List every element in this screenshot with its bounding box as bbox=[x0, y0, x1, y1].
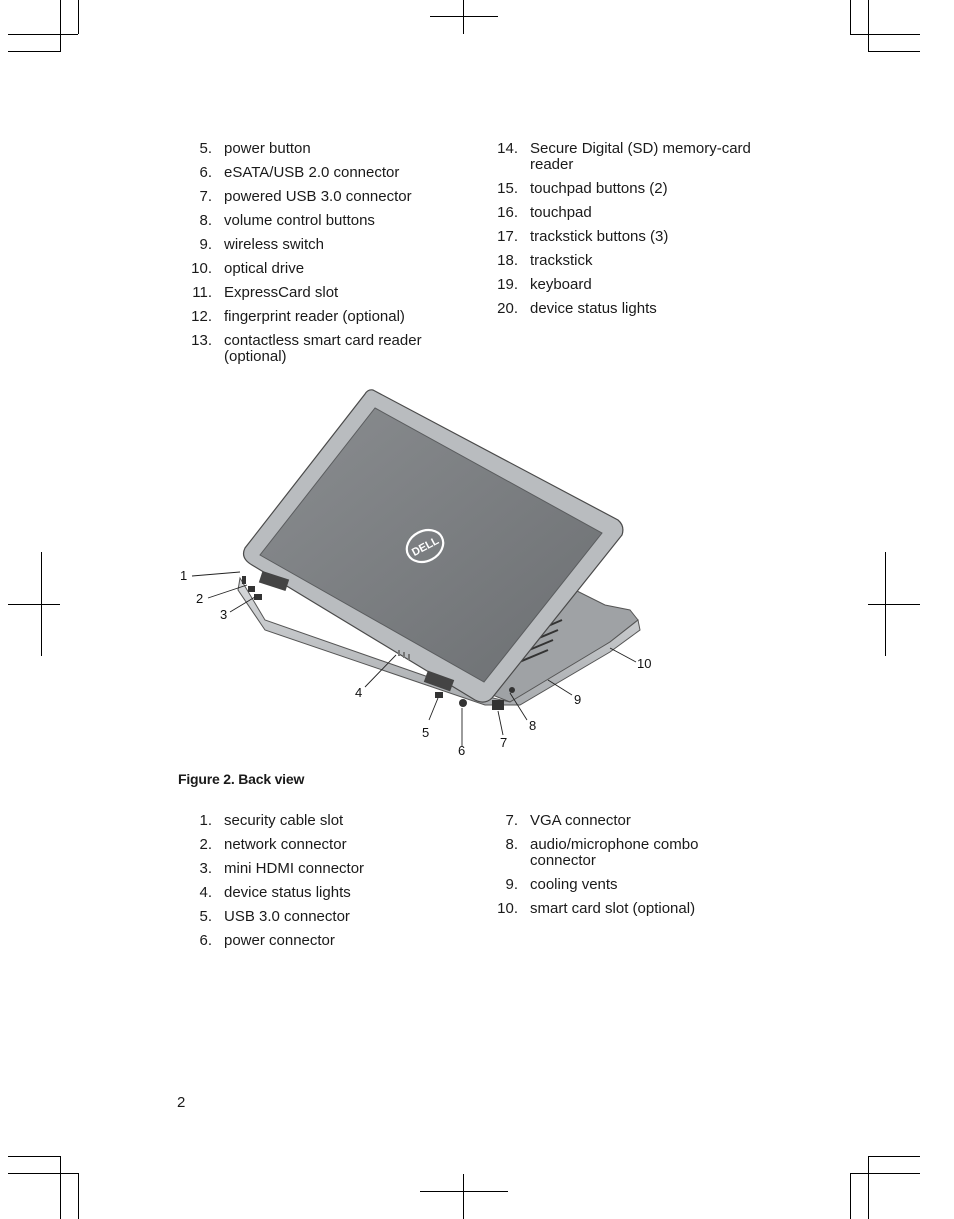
list-item bbox=[486, 837, 766, 869]
list-item-text: fingerprint reader (optional) bbox=[224, 308, 405, 325]
list-item-number: 20. bbox=[497, 300, 518, 317]
list-item bbox=[180, 237, 450, 253]
top-list-left bbox=[180, 141, 450, 373]
list-item-number: 7. bbox=[199, 188, 212, 205]
list-item-number: 17. bbox=[497, 228, 518, 245]
list-item-text: volume control buttons bbox=[224, 212, 375, 229]
list-item-number: 4. bbox=[199, 884, 212, 901]
callout-9: 9 bbox=[574, 692, 582, 707]
svg-text:DELL: DELL bbox=[409, 534, 441, 559]
list-item bbox=[486, 901, 766, 917]
callout-3: 3 bbox=[220, 607, 228, 622]
callout-10: 10 bbox=[637, 656, 652, 671]
list-item-number: 3. bbox=[199, 860, 212, 877]
list-item bbox=[180, 165, 450, 181]
list-item-number: 8. bbox=[199, 212, 212, 229]
list-item-number: 19. bbox=[497, 276, 518, 293]
callout-7: 7 bbox=[500, 735, 508, 750]
list-item-number: 11. bbox=[192, 284, 212, 301]
list-item bbox=[486, 301, 766, 317]
list-item-number: 1. bbox=[199, 812, 212, 829]
list-item bbox=[180, 309, 450, 325]
callout-4: 4 bbox=[355, 685, 363, 700]
bottom-list-right bbox=[486, 813, 766, 925]
list-item-number: 8. bbox=[505, 836, 518, 853]
list-item bbox=[486, 277, 766, 293]
list-item bbox=[180, 141, 450, 157]
list-item bbox=[180, 333, 450, 365]
list-item-number: 5. bbox=[199, 908, 212, 925]
list-item bbox=[180, 909, 450, 925]
list-item-text: power connector bbox=[224, 932, 335, 949]
list-item-text: mini HDMI connector bbox=[224, 860, 365, 877]
list-item-number: 15. bbox=[497, 180, 518, 197]
list-item-text: keyboard bbox=[530, 276, 592, 293]
list-item-number: 18. bbox=[497, 252, 518, 269]
list-item-number: 7. bbox=[505, 812, 518, 829]
callout-1: 1 bbox=[180, 568, 188, 583]
list-item bbox=[486, 229, 766, 245]
list-item bbox=[180, 861, 450, 877]
list-item-number: 9. bbox=[199, 236, 212, 253]
list-item-number: 6. bbox=[199, 164, 212, 181]
list-item-text: wireless switch bbox=[224, 236, 325, 253]
list-item-text: touchpad buttons (2) bbox=[530, 180, 668, 197]
list-item-text: touchpad bbox=[530, 204, 592, 221]
list-item-number: 2. bbox=[199, 836, 212, 853]
page-number: 2 bbox=[177, 1094, 186, 1111]
list-item-text: eSATA/USB 2.0 connector bbox=[224, 164, 400, 181]
list-item bbox=[486, 813, 766, 829]
list-item-text: trackstick buttons (3) bbox=[530, 228, 669, 245]
list-item-text: network connector bbox=[224, 836, 347, 853]
list-item bbox=[486, 141, 766, 173]
callout-6: 6 bbox=[458, 743, 466, 758]
list-item bbox=[180, 285, 450, 301]
list-item bbox=[180, 885, 450, 901]
list-item-number: 16. bbox=[497, 204, 518, 221]
callout-5: 5 bbox=[422, 725, 430, 740]
list-item-text: security cable slot bbox=[224, 812, 344, 829]
top-list-right bbox=[486, 141, 766, 325]
list-item-number: 9. bbox=[505, 876, 518, 893]
list-item-number: 13. bbox=[191, 332, 212, 349]
list-item bbox=[180, 189, 450, 205]
list-item-number: 10. bbox=[497, 900, 518, 917]
list-item-number: 10. bbox=[191, 260, 212, 277]
list-item bbox=[180, 813, 450, 829]
list-item-text: ExpressCard slot bbox=[224, 284, 339, 301]
list-item bbox=[180, 837, 450, 853]
list-item-number: 5. bbox=[199, 140, 212, 157]
list-item-text: power button bbox=[224, 140, 311, 157]
list-item-text: powered USB 3.0 connector bbox=[224, 188, 412, 205]
bottom-list-left bbox=[180, 813, 450, 957]
list-item-text: VGA connector bbox=[530, 812, 631, 829]
callout-8: 8 bbox=[529, 718, 537, 733]
figure-caption: Figure 2. Back view bbox=[178, 771, 305, 787]
list-item-number: 12. bbox=[191, 308, 212, 325]
list-item-text: contactless smart card reader (optional) bbox=[224, 332, 422, 365]
list-item-number: 14. bbox=[497, 140, 518, 157]
list-item bbox=[486, 877, 766, 893]
list-item-text: trackstick bbox=[530, 252, 593, 269]
list-item bbox=[180, 261, 450, 277]
list-item-text: audio/microphone combo connector bbox=[530, 836, 699, 869]
list-item-text: optical drive bbox=[224, 260, 305, 277]
list-item bbox=[486, 181, 766, 197]
list-item-text: smart card slot (optional) bbox=[530, 900, 696, 917]
list-item-text: USB 3.0 connector bbox=[224, 908, 350, 925]
list-item bbox=[486, 205, 766, 221]
list-item-text: device status lights bbox=[224, 884, 351, 901]
laptop-back-view-figure bbox=[170, 380, 670, 765]
list-item-number: 6. bbox=[199, 932, 212, 949]
callout-2: 2 bbox=[196, 591, 204, 606]
list-item-text: device status lights bbox=[530, 300, 657, 317]
list-item bbox=[180, 933, 450, 949]
list-item-text: Secure Digital (SD) memory-card reader bbox=[530, 140, 751, 173]
list-item bbox=[180, 213, 450, 229]
list-item bbox=[486, 253, 766, 269]
list-item-text: cooling vents bbox=[530, 876, 618, 893]
